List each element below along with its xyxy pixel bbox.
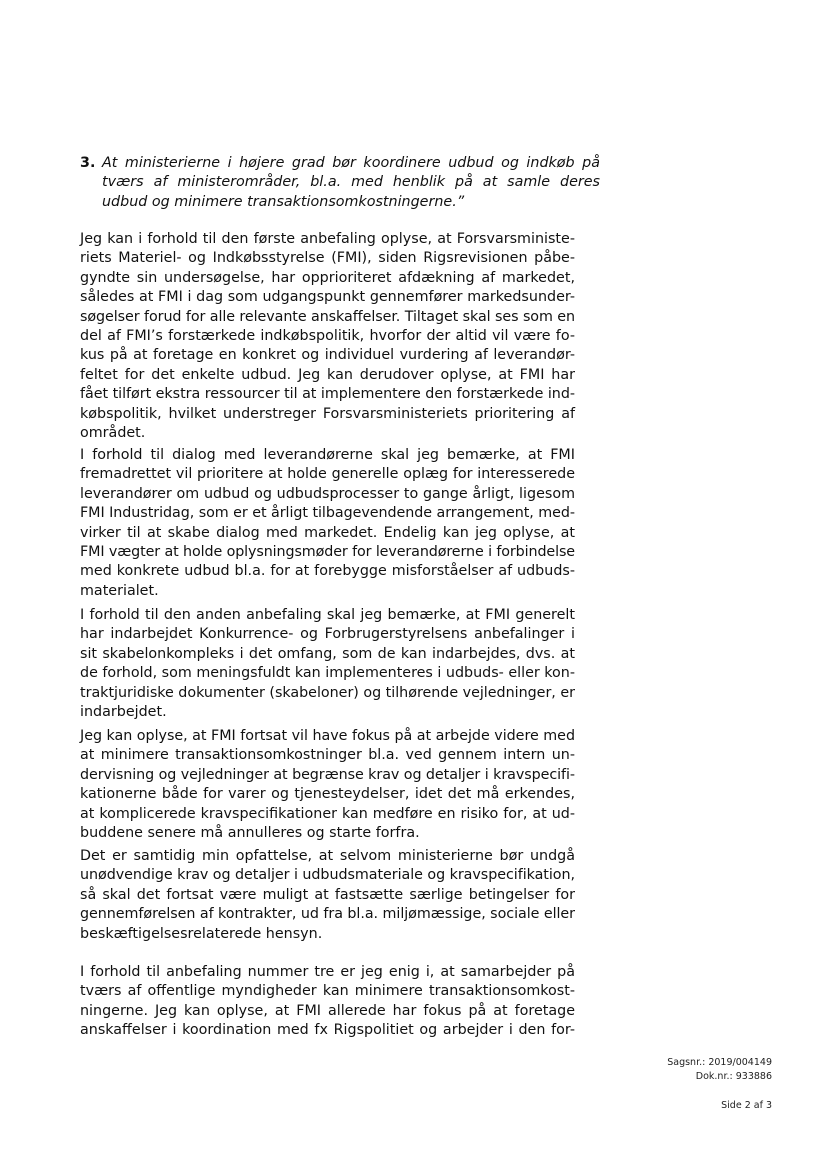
text-line: I forhold til anbefaling nummer tre er jeg enig i, at samarbejder på (80, 964, 575, 980)
text-line: I forhold til den anden anbefaling skal jeg bemærke, at FMI generelt (80, 607, 575, 623)
text-line: anskaffelser i koordination med fx Rigspolitiet og arbejder i den for- (80, 1022, 575, 1039)
paragraph (80, 847, 575, 944)
recommendation-quote (102, 154, 600, 212)
text-line: de forhold, som meningsfuldt kan implementeres i udbuds- eller kon- (80, 665, 575, 682)
text-line: traktjuridiske dokumenter (skabeloner) og tilhørende vejledninger, er (80, 684, 575, 701)
text-line: kus på at foretage en konkret og individuel vurdering af leverandør- (80, 347, 575, 364)
text-line: tværs af offentlige myndigheder kan minimere transaktionsomkost- (80, 983, 575, 1000)
page-indicator (721, 1099, 772, 1113)
text-line: feltet for det enkelte udbud. Jeg kan derudover oplyse, at FMI har (80, 366, 575, 383)
page-number: Side 2 af 3 (721, 1100, 772, 1111)
document-number: Dok.nr.: 933886 (695, 1071, 772, 1082)
case-number: Sagsnr.: 2019/004149 (667, 1057, 772, 1068)
text-line: har indarbejdet Konkurrence- og Forbrugerstyrelsens anbefalinger i (80, 626, 575, 643)
text-line: buddene senere må annulleres og starte forfra. (80, 825, 420, 842)
text-line: virker til at skabe dialog med markedet. Endelig kan jeg oplyse, at (80, 524, 575, 541)
text-line: sit skabelonkompleks i det omfang, som de kan indarbejdes, dvs. at (80, 645, 575, 662)
text-line: Jeg kan oplyse, at FMI fortsat vil have fokus på at arbejde videre med (80, 728, 575, 744)
text-line: unødvendige krav og detaljer i udbudsmateriale og kravspecifikation, (80, 867, 575, 884)
paragraph (80, 727, 575, 843)
text-line: indarbejdet. (80, 704, 167, 721)
paragraph (80, 963, 575, 1041)
text-line: at komplicerede kravspecifikationer kan medføre en risiko for, at ud- (80, 805, 575, 822)
text-line: FMI Industridag, som er et årligt tilbagevendende arrangement, med- (80, 505, 575, 522)
text-line: så skal det fortsat være muligt at fastsætte særlige betingelser for (80, 886, 575, 903)
paragraph (80, 606, 575, 722)
paragraph (80, 230, 575, 443)
text-line: Det er samtidig min opfattelse, at selvom ministerierne bør undgå (80, 848, 575, 864)
text-line: således at FMI i dag som udgangspunkt gennemfører markedsunder- (80, 289, 575, 306)
text-line: beskæftigelsesrelaterede hensyn. (80, 925, 323, 942)
text-line: fået tilført ekstra ressourcer til at implementere den forstærkede ind- (80, 386, 575, 403)
list-number: 3. (80, 155, 96, 171)
paragraph (80, 446, 575, 601)
text-line: købspolitik, hvilket understreger Forsvarsministeriets prioritering af (80, 405, 575, 422)
text-line: ningerne. Jeg kan oplyse, at FMI allerede har fokus på at foretage (80, 1002, 575, 1019)
text-line: FMI vægter at holde oplysningsmøder for leverandørerne i forbindelse (80, 544, 575, 561)
text-line: søgelser forud for alle relevante anskaffelser. Tiltaget skal ses som en (80, 308, 575, 325)
quote-line: udbud og minimere transaktionsomkostningerne.” (102, 193, 465, 210)
text-line: riets Materiel- og Indkøbsstyrelse (FMI), siden Rigsrevisionen påbe- (80, 250, 575, 267)
text-line: med konkrete udbud bl.a. for at forebygge misforståelser af udbuds- (80, 563, 575, 580)
text-line: fremadrettet vil prioritere at holde generelle oplæg for interesserede (80, 466, 575, 483)
text-line: materialet. (80, 582, 159, 599)
text-line: gyndte sin undersøgelse, har opprioriteret afdækning af markedet, (80, 269, 575, 286)
text-line: området. (80, 425, 146, 442)
text-line: del af FMI’s forstærkede indkøbspolitik, hvorfor der altid vil være fo- (80, 328, 575, 345)
case-reference (667, 1056, 772, 1084)
text-line: gennemførelsen af kontrakter, ud fra bl.a. miljømæssige, sociale eller (80, 906, 575, 923)
quote-line: tværs af ministerområder, bl.a. med henblik på at samle deres (102, 174, 600, 191)
text-line: kationerne både for varer og tjenesteydelser, idet det må erkendes, (80, 786, 575, 803)
text-line: dervisning og vejledninger at begrænse krav og detaljer i kravspecifi- (80, 766, 575, 783)
text-line: leverandører om udbud og udbudsprocesser to gange årligt, ligesom (80, 485, 575, 502)
text-line: Jeg kan i forhold til den første anbefaling oplyse, at Forsvarsministe- (80, 231, 575, 247)
text-line: I forhold til dialog med leverandørerne skal jeg bemærke, at FMI (80, 447, 575, 463)
text-line: at minimere transaktionsomkostninger bl.a. ved gennem intern un- (80, 747, 575, 764)
quote-line: At ministerierne i højere grad bør koordinere udbud og indkøb på (102, 155, 600, 171)
